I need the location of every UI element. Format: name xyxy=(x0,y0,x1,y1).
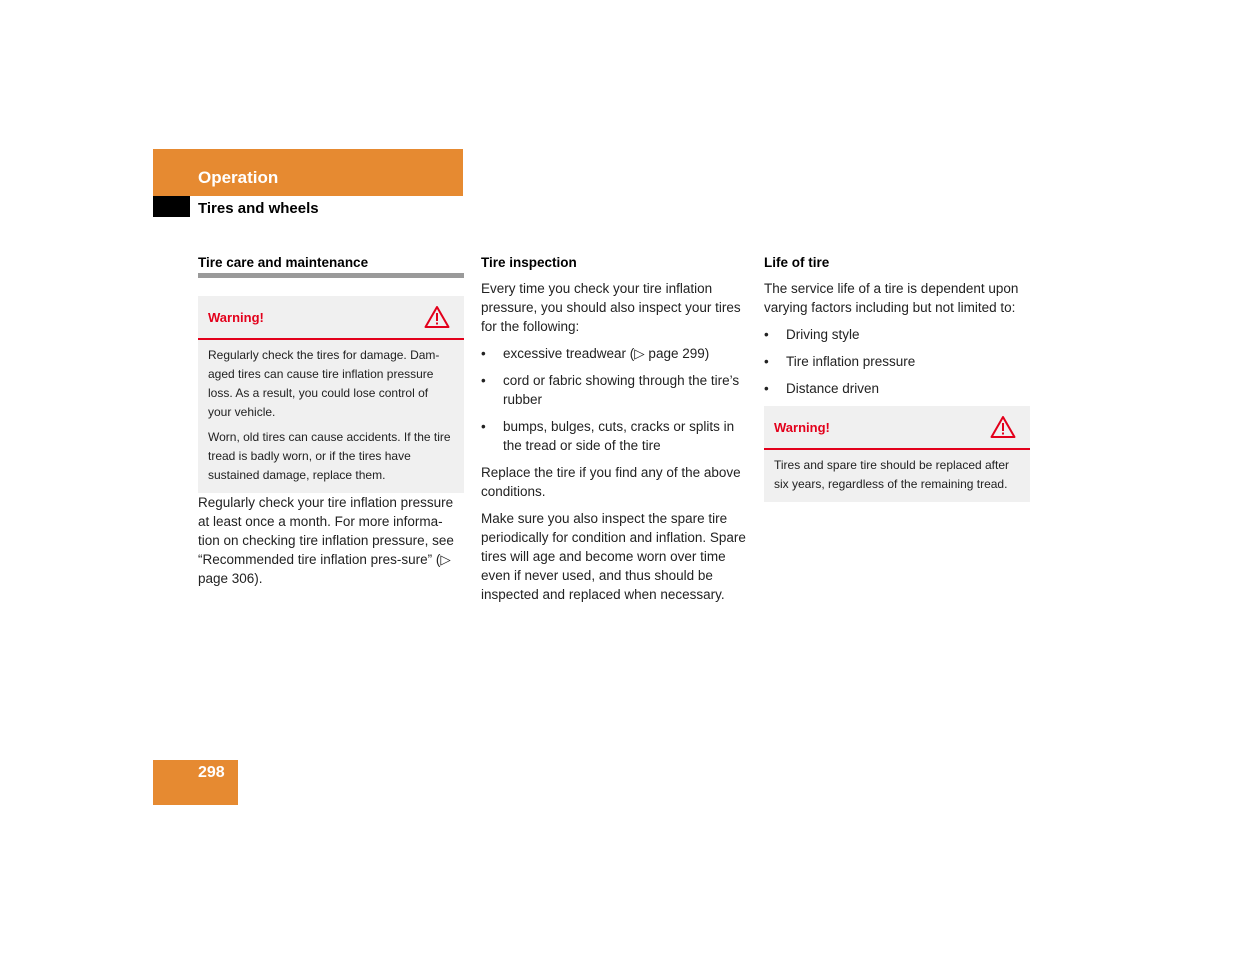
spare-tire-paragraph: Make sure you also inspect the spare tire periodically for condition and inflation. Spare tires will age and become worn over time even if never used, and thus should be inspected and replaced when necessary. xyxy=(481,511,746,602)
warning-body xyxy=(764,450,1030,502)
warning-box-age xyxy=(764,406,1030,502)
warning-header xyxy=(764,406,1030,450)
list-item: • cord or fabric showing through the tire’s rubber xyxy=(481,371,747,409)
replace-paragraph: Replace the tire if you find any of the above conditions. xyxy=(481,465,741,499)
column-tire-care xyxy=(198,253,464,596)
list-item: • Tire inflation pressure xyxy=(764,352,1030,371)
warning-label: Warning! xyxy=(208,309,264,325)
warning-body xyxy=(198,340,464,493)
heading-tire-care: Tire care and maintenance xyxy=(198,253,464,278)
warning-text-2: Worn, old tires can cause accidents. If the tire tread is badly worn, or if the tires have sustained damage, replace them. xyxy=(208,430,451,482)
warning-triangle-icon xyxy=(990,415,1016,439)
section-title: Operation xyxy=(198,168,279,187)
warning-text-1: Regularly check the tires for damage. Dam-aged tires can cause tire inflation pressure loss. As a result, you could lose control of your vehicle. xyxy=(208,348,440,419)
life-intro: The service life of a tire is dependent upon varying factors including but not limited to: xyxy=(764,281,1019,315)
warning-header xyxy=(198,296,464,340)
warning-triangle-icon xyxy=(424,305,450,329)
list-item: • bumps, bulges, cuts, cracks or splits in the tread or side of the tire xyxy=(481,417,747,455)
subsection-title: Tires and wheels xyxy=(198,200,319,217)
inspection-list xyxy=(481,344,747,455)
inflation-check-paragraph: Regularly check your tire inflation pressure at least once a month. For more informa-tion on checking tire inflation pressure, see “Recommended tire inflation pres-sure” (▷ page 306). xyxy=(198,495,454,586)
column-tire-inspection xyxy=(481,253,747,612)
page-number-tab xyxy=(153,760,238,805)
list-item: • Driving style xyxy=(764,325,1030,344)
heading-tire-inspection: Tire inspection xyxy=(481,255,577,270)
warning-text-1: Tires and spare tire should be replaced after six years, regardless of the remaining tread. xyxy=(774,458,1010,491)
heading-life-of-tire: Life of tire xyxy=(764,255,830,270)
header-marker xyxy=(153,196,190,217)
warning-label: Warning! xyxy=(774,419,830,435)
page-number: 298 xyxy=(198,764,225,781)
warning-box-damage xyxy=(198,296,464,493)
column-life-of-tire xyxy=(764,253,1030,502)
list-item: • excessive treadwear (▷ page 299) xyxy=(481,344,747,363)
inspection-intro: Every time you check your tire inflation pressure, you should also inspect your tires for the following: xyxy=(481,281,741,334)
list-item: • Distance driven xyxy=(764,379,1030,398)
life-factors-list xyxy=(764,325,1030,398)
